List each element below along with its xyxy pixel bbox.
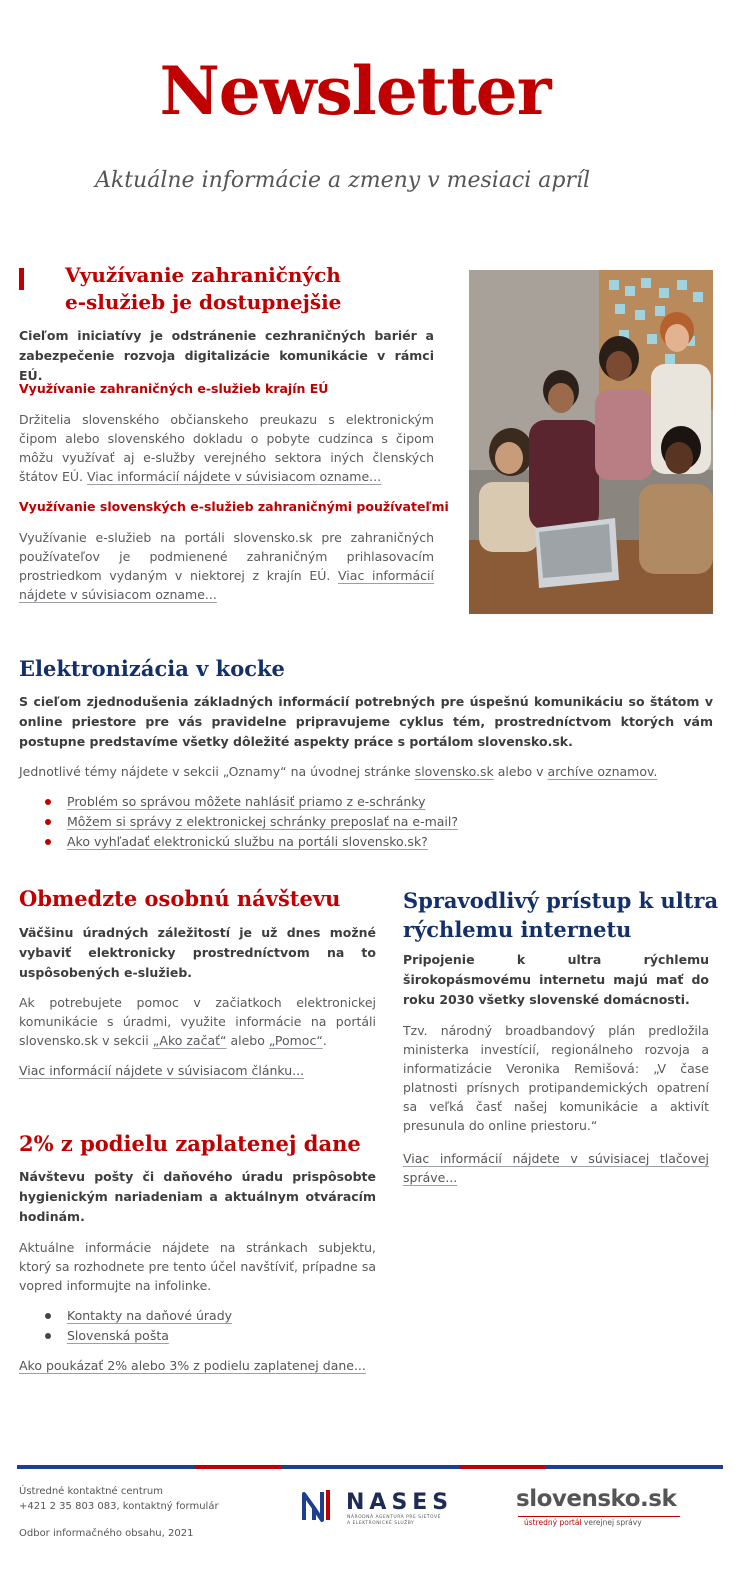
team-photo-illustration <box>469 270 713 614</box>
slovensko-sk-logo <box>516 1486 696 1530</box>
section1-heading: Využívanie zahraničných e-služieb je dostupnejšie <box>65 263 342 314</box>
bullet-link-2[interactable]: Môžem si správy z elektronickej schránky preposlať na e-mail? <box>67 814 459 829</box>
section-accent-bar <box>19 268 24 290</box>
section5-heading: 2% z podielu zaplatenej dane <box>19 1131 361 1156</box>
list-item <box>19 1306 376 1326</box>
nases-logo-icon <box>300 1486 336 1526</box>
section4-more-link[interactable]: Viac informácií nájdete v súvisiacej tlačovej správe... <box>403 1151 709 1185</box>
list-item <box>19 1326 376 1346</box>
list-item <box>19 832 709 852</box>
section3-body: Ak potrebujete pomoc v začiatkoch elektronickej komunikácie s úradmi, využite informácie na portáli slovensko.sk v sekcii „Ako začať“ alebo „Pomoc“. <box>19 995 376 1048</box>
nases-logo <box>300 1486 470 1530</box>
newsletter-subtitle: Aktuálne informácie a zmeny v mesiaci apríl <box>95 168 591 193</box>
section5-body: Aktuálne informácie nájdete na stránkach subjektu, ktorý sa rozhodnete pre tento účel navštíviť, prípadne sa vopred informujte na infolinke. <box>19 1240 376 1293</box>
section4-lead: Pripojenie k ultra rýchlemu širokopásmovému internetu majú mať do roku 2030 všetky slovenské domácnosti. <box>403 952 709 1007</box>
section1-lead: Cieľom iniciatívy je odstránenie cezhraničných bariér a zabezpečenie rozvoja digitalizácie komunikácie v rámci EÚ. <box>19 328 434 383</box>
section5-more-link[interactable]: Ako poukázať 2% alebo 3% z podielu zaplatenej dane... <box>19 1358 366 1373</box>
slovensko-sk-tagline: ústredný portál verejnej správy <box>524 1518 642 1527</box>
section1-link-2[interactable]: Viac informácií nájdete v súvisiacom ozname... <box>19 568 434 602</box>
slovensko-sk-wordmark: slovensko.sk <box>516 1486 677 1512</box>
slovensko-sk-underline <box>518 1516 680 1517</box>
newsletter-title: Newsletter <box>159 52 551 130</box>
section3-lead: Väčšinu úradných záležitostí je už dnes možné vybaviť elektronicky prostredníctvom na to uspôsobených e-služieb. <box>19 925 376 980</box>
ako-zacat-link[interactable]: „Ako začať“ <box>152 1033 227 1048</box>
section2-lead: S cieľom zjednodušenia základných informácií potrebných pre úspešnú komunikáciu so štátom v online priestore pre vás pravidelne pripravujeme cyklus tém, prostredníctvom ktorých vám postupne predstavíme všetky dôležité aspekty práce s portálom slovensko.sk. <box>19 694 713 749</box>
section2-heading: Elektronizácia v kocke <box>19 656 285 681</box>
list-item <box>19 812 709 832</box>
section4-body: Tzv. národný broadbandový plán predložila ministerka investícií, regionálneho rozvoja a informatizácie Veronika Remišová: „V čase platnosti prísnych protipandemických opatrení sa veľká časť našej komunikácie a aktivít presunula do online priestoru.“ <box>403 1023 709 1133</box>
section1-subheading-2: Využívanie slovenských e-služieb zahraničnými používateľmi <box>19 499 449 514</box>
section4-heading: Spravodlivý prístup k ultra rýchlemu internetu <box>403 888 719 942</box>
section2-body: Jednotlivé témy nájdete v sekcii „Oznamy“ na úvodnej stránke slovensko.sk alebo v archíve oznamov. <box>19 764 658 779</box>
team-photo <box>469 270 713 614</box>
nases-wordmark: NASES <box>346 1490 454 1515</box>
section5-bullet-list <box>19 1306 376 1346</box>
pomoc-link[interactable]: „Pomoc“ <box>268 1033 323 1048</box>
section1-link-1[interactable]: Viac informácií nájdete v súvisiacom ozname... <box>87 469 382 484</box>
footer-contact: Ústredné kontaktné centrum +421 2 35 803 083, kontaktný formulár Odbor informačného obsahu, 2021 <box>19 1486 219 1539</box>
bullet-link-1[interactable]: Problém so správou môžete nahlásiť priamo z e-schránky <box>67 794 426 809</box>
slovensko-sk-link[interactable]: slovensko.sk <box>414 764 494 779</box>
list-item <box>19 792 709 812</box>
section1-body-2: Využívanie e-služieb na portáli slovensko.sk pre zahraničných používateľov je podmienené zahraničným prihlasovacím prostriedkom vydaným v niektorej z krajín EÚ. Viac informácií nájdete v súvisiacom ozname... <box>19 530 434 602</box>
tax-offices-link[interactable]: Kontakty na daňové úrady <box>67 1308 233 1323</box>
bullet-link-3[interactable]: Ako vyhľadať elektronickú službu na portáli slovensko.sk? <box>67 834 428 849</box>
archive-link[interactable]: archíve oznamov. <box>547 764 658 779</box>
section1-body-1: Držitelia slovenského občianskeho preukazu s elektronickým čipom alebo slovenského dokladu o pobyte cudzinca s čipom môžu využívať aj e-služby verejného sektora iných členských štátov EÚ. Viac informácií nájdete v súvisiacom ozname... <box>19 412 434 484</box>
nases-tagline: NÁRODNÁ AGENTÚRA PRE SIEŤOVÉ A ELEKTRONICKÉ SLUŽBY <box>347 1515 441 1526</box>
footer-divider <box>17 1465 727 1469</box>
section3-more-link[interactable]: Viac informácií nájdete v súvisiacom článku... <box>19 1063 305 1078</box>
section3-heading: Obmedzte osobnú návštevu <box>19 886 341 911</box>
section1-subheading-1: Využívanie zahraničných e-služieb krajín EÚ <box>19 381 329 396</box>
section5-lead: Návštevu pošty či daňového úradu prispôsobte hygienickým nariadeniam a aktuálnym otváracím hodinám. <box>19 1169 376 1224</box>
slovak-post-link[interactable]: Slovenská pošta <box>67 1328 169 1343</box>
section2-bullet-list <box>19 792 709 852</box>
